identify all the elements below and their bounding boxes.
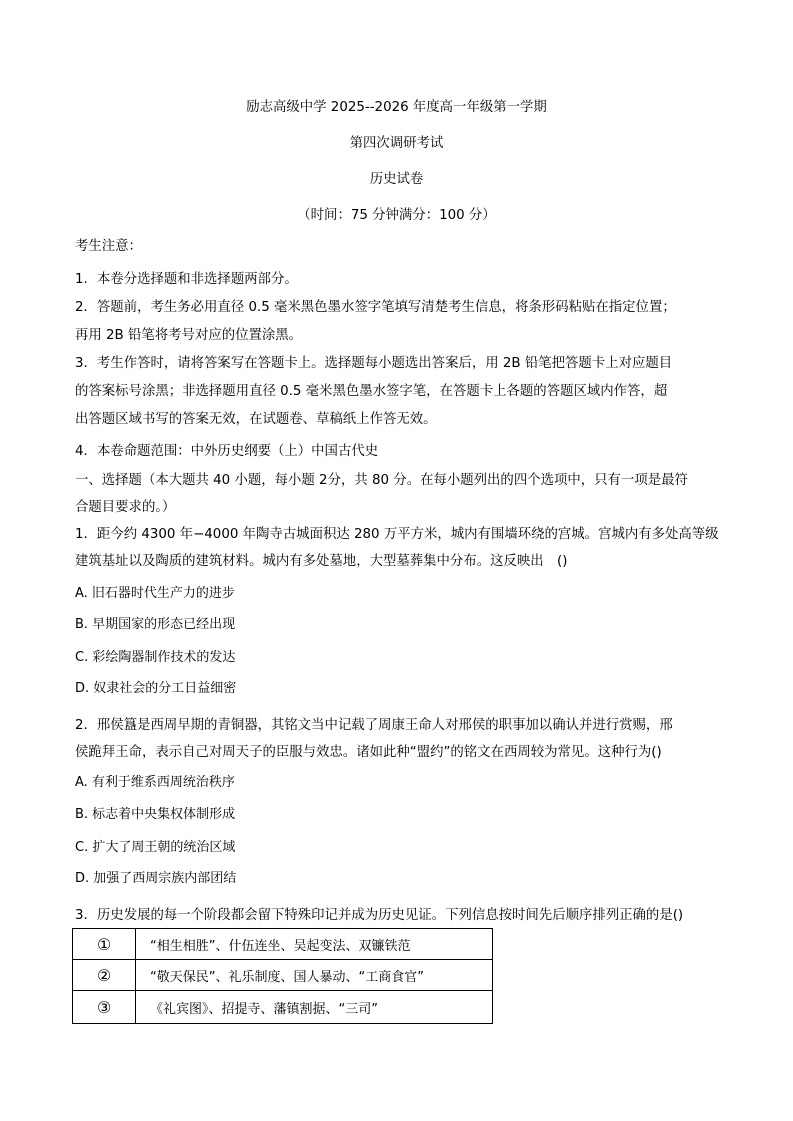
question-2-stem-line-2: 侯跪拜王命，表示自己对周天子的臣服与效忠。诸如此种“盟约”的铭文在西周较为常见。这种行为() <box>75 745 662 760</box>
section-1-instruction-line-1: 一、选择题（本大题共 40 小题，每小题 2分，共 80 分。在每小题列出的四个选项中，只有一项是最符 <box>75 473 688 488</box>
exam-name: 第四次调研考试 <box>349 136 444 151</box>
row-number: ③ <box>73 991 136 1024</box>
table-row <box>73 991 493 1024</box>
time-score-info: （时间：75 分钟满分：100 分） <box>297 208 496 223</box>
row-number: ① <box>73 929 136 960</box>
question-2-option-a: A. 有利于维系西周统治秩序 <box>75 775 235 790</box>
notice-item-2-line-1: 2．答题前，考生务必用直径 0.5 毫米黑色墨水签字笔填写清楚考生信息，将条形码粘贴在指定位置； <box>75 300 676 315</box>
table-row <box>73 929 493 960</box>
notice-item-2-line-2: 再用 2B 铅笔将考号对应的位置涂黑。 <box>75 328 303 343</box>
school-term-title: 励志高级中学 2025--2026 年度高一年级第一学期 <box>246 100 547 115</box>
row-text: “相生相胜”、什伍连坐、吴起变法、双镰铁范 <box>136 929 493 960</box>
row-text: 《礼宾图》、招提寺、藩镇割据、“三司” <box>136 991 493 1024</box>
notice-item-3-line-2: 的答案标号涂黑；非选择题用直径 0.5 毫米黑色墨水签字笔，在答题卡上各题的答题区域内作答，超 <box>75 384 668 399</box>
row-number: ② <box>73 960 136 991</box>
notice-title: 考生注意： <box>75 239 142 254</box>
question-2-option-c: C. 扩大了周王朝的统治区域 <box>75 840 236 855</box>
subject-title: 历史试卷 <box>369 172 424 187</box>
question-1-option-d: D. 奴隶社会的分工日益细密 <box>75 681 237 696</box>
section-1-instruction-line-2: 合题目要求的。） <box>75 500 176 515</box>
notice-item-4: 4．本卷命题范围：中外历史纲要（上）中国古代史 <box>75 444 379 459</box>
table-row <box>73 960 493 991</box>
question-1-option-c: C. 彩绘陶器制作技术的发达 <box>75 650 236 665</box>
question-3-stem: 3．历史发展的每一个阶段都会留下特殊印记并成为历史见证。下列信息按时间先后顺序排列正确的是() <box>75 908 684 923</box>
notice-item-3-line-3: 出答题区域书写的答案无效，在试题卷、草稿纸上作答无效。 <box>75 412 437 427</box>
notice-item-1: 1．本卷分选择题和非选择题两部分。 <box>75 272 298 287</box>
question-1-option-b: B. 早期国家的形态已经出现 <box>75 617 236 632</box>
notice-item-3-line-1: 3．考生作答时，请将答案写在答题卡上。选择题每小题选出答案后，用 2B 铅笔把答题卡上对应题目 <box>75 356 673 371</box>
question-3-table <box>72 928 493 1024</box>
question-1-option-a: A. 旧石器时代生产力的进步 <box>75 586 235 601</box>
question-1-stem-line-1: 1．距今约 4300 年−4000 年陶寺古城面积达 280 万平方米，城内有围墙环绕的宫城。宫城内有多处高等级 <box>75 527 719 542</box>
question-2-stem-line-1: 2．邢侯簋是西周早期的青铜器，其铭文当中记载了周康王命人对邢侯的职事加以确认并进行赏赐，邢 <box>75 718 673 733</box>
question-2-option-d: D. 加强了西周宗族内部团结 <box>75 871 237 886</box>
question-2-option-b: B. 标志着中央集权体制形成 <box>75 807 236 822</box>
row-text: “敬天保民”、礼乐制度、国人暴动、“工商食官” <box>136 960 493 991</box>
question-1-stem-line-2: 建筑基址以及陶质的建筑材料。城内有多处墓地，大型墓葬集中分布。这反映出 () <box>75 554 568 569</box>
